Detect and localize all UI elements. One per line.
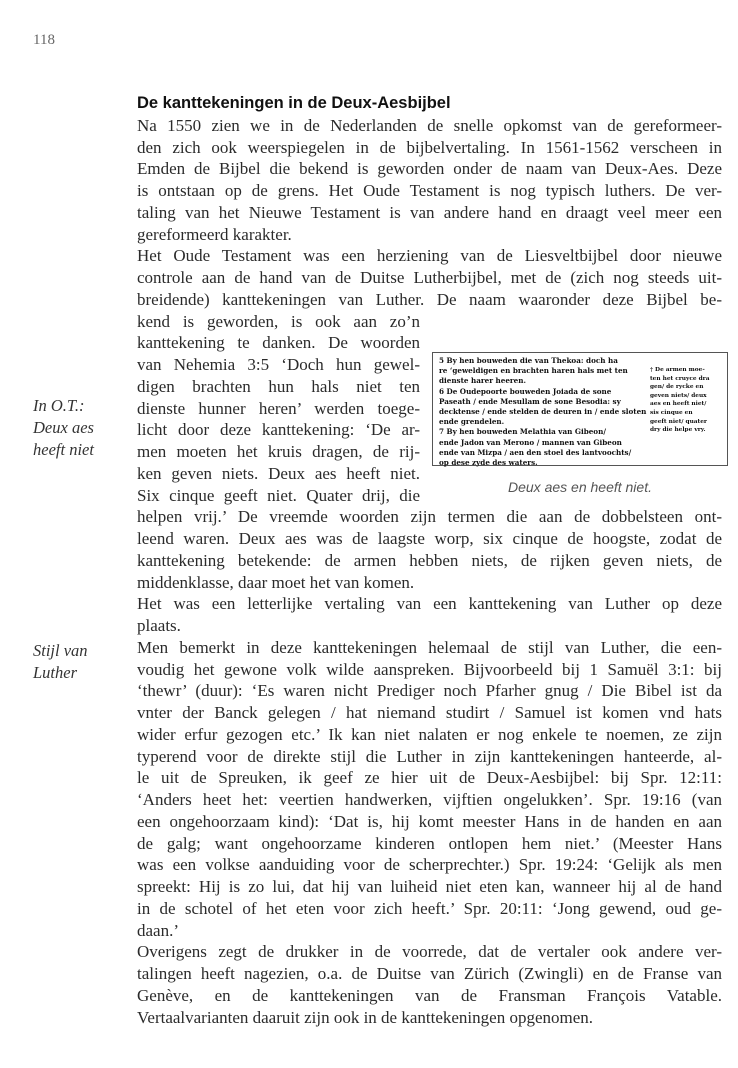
blackletter-bible-excerpt-image <box>432 352 728 466</box>
body-text <box>137 93 722 1028</box>
excerpt-line: ten het cruyce dra <box>650 375 710 382</box>
text-line: spreekt: Hij is zo lui, dat hij van luiheid niet eten kan, wanneer hij al de hand <box>137 877 722 896</box>
text-line: Emden de Bijbel die bekend is geworden onder de naam van Deux-Aes. Deze <box>137 159 722 179</box>
text-line: kanttekening betekende: de armen hebben niets, de rijken geven niets, de <box>137 550 722 570</box>
excerpt-line: ende van Mizpa / aen den stoel des lantvoochts/ <box>439 447 632 457</box>
text-line: een ongehoorzaam kind): ‘Dat is, hij komt meester Hans in de handen en aan <box>137 811 722 831</box>
text-line: le uit de Spreuken, ik geef ze hier uit de Deux-Aesbijbel: bij Spr. 12:11: <box>137 768 722 788</box>
excerpt-line: 6 De Oudepoorte bouweden Joiada de sone <box>439 386 612 396</box>
text-line: voudig het gewone volk wilde aanspreken. Bijvoorbeeld bij 1 Samuël 3:1: bij <box>137 659 722 679</box>
text-line: men moeten het kruis dragen, de rij- <box>137 442 420 461</box>
text-line: Vertaalvarianten daaruit zijn ook in de kanttekeningen opgenomen. <box>137 1007 594 1027</box>
text-line: breidende) kanttekeningen van Luther. De naam waaronder deze Bijbel be- <box>137 289 722 309</box>
excerpt-line: op dese zyde des waters. <box>439 458 538 468</box>
text-line: ‘thewr’ (duur): ‘Es waren nicht Prediger noch Pfarher gnug / Die Bibel ist da <box>137 681 722 701</box>
text-line: taling van het Nieuwe Testament is van andere hand en draagt veel meer een <box>137 202 722 222</box>
excerpt-line: dienste harer heeren. <box>439 376 526 386</box>
text-line: digen brachten hun hals niet ten <box>137 376 420 396</box>
excerpt-line: ende Jadon van Merono / mannen van Gibeon <box>439 437 622 447</box>
excerpt-line: re ‘geweldigen en brachten haren hals met ten <box>439 366 628 376</box>
margin-note-line: Deux aes <box>33 417 94 437</box>
excerpt-line: decktense / ende stelden de deuren in / ende sloten <box>439 407 647 417</box>
text-line: vnter der Banck gelegen / hat niemand studirt / Samuel ist komen vnd hats <box>137 703 722 722</box>
page-number: 118 <box>33 32 55 48</box>
text-line: dienste hunner heren’ werden toege- <box>137 398 420 418</box>
text-line: plaats. <box>137 616 181 635</box>
text-line: Six cinque geeft niet. Quater drij, die <box>137 485 420 505</box>
text-line: leend waren. Deux aes was de laagste worp, six cinque de hoogste, zodat de <box>137 529 722 548</box>
excerpt-marginal-note <box>647 356 722 465</box>
excerpt-line: geeft niet/ quater <box>650 418 707 425</box>
text-line: licht door deze kanttekening: ‘De ar- <box>137 420 420 440</box>
margin-note-deux-aes <box>33 395 94 460</box>
text-line: middenklasse, daar moet het van komen. <box>137 572 415 592</box>
text-line: talingen heeft nagezien, o.a. de Duitse van Zürich (Zwingli) en de Franse van <box>137 964 722 983</box>
text-line: helpen vrij.’ De vreemde woorden zijn termen die aan de dobbelsteen ont- <box>137 507 722 527</box>
margin-note-line: Luther <box>33 662 78 682</box>
excerpt-line: gen/ de rycke en <box>650 384 704 391</box>
text-line: Men bemerkt in deze kanttekeningen helemaal de stijl van Luther, die een- <box>137 637 722 657</box>
excerpt-line: Paseath / ende Mesullam de sone Besodia: sy <box>439 396 621 406</box>
text-line: ken geven niets. Deux aes heeft niet. <box>137 463 420 483</box>
text-line: de galg; want ongehoorzame kinderen ontlopen hem niet.’ (Meester Hans <box>137 833 722 853</box>
text-line: Overigens zegt de drukker in de voorrede, dat de vertaler ook andere ver- <box>137 942 722 962</box>
excerpt-line: † De armen moe- <box>650 367 705 373</box>
text-line: ‘Anders heet het: veertien handwerken, vijftien ongelukken’. Spr. 19:16 (van <box>137 790 722 809</box>
margin-note-line: Stijl van <box>33 641 88 660</box>
excerpt-line: aes en heeft niet/ <box>650 401 707 408</box>
section-heading: De kanttekeningen in de Deux-Aesbijbel <box>137 94 451 112</box>
excerpt-line: dry die helpe vry. <box>650 427 706 434</box>
excerpt-line: 7 By hen bouweden Melathia van Gibeon/ <box>439 427 606 437</box>
excerpt-line: 5 By hen bouweden die van Thekoa: doch ha <box>439 356 618 365</box>
excerpt-line: ende grendelen. <box>439 417 505 427</box>
text-line: in de schotel of het eten voor zich heeft.’ Spr. 20:11: ‘Jong gewend, oud ge- <box>137 898 722 918</box>
excerpt-line: geven niets/ deux <box>650 392 707 399</box>
text-line: wider erfur gezogen etc.’ Ik kan niet nalaten er nog enkele te noemen, ze zijn <box>137 724 722 744</box>
excerpt-line: sis cinque en <box>650 409 693 416</box>
text-line: den zich ook weerspiegelen in de bijbelvertaling. In 1561-1562 verscheen in <box>137 137 722 157</box>
text-line: Het Oude Testament was een herziening van de Liesveltbijbel door nieuwe <box>137 246 722 266</box>
text-line: kend is geworden, is ook aan zo’n <box>137 311 420 331</box>
margin-note-line: In O.T.: <box>33 396 85 415</box>
margin-note-stijl-van-luther <box>33 640 88 684</box>
text-line: is ontstaan op de grens. Het Oude Testament is nog typisch luthers. De ver- <box>137 181 722 200</box>
text-line: was een volkse aanduiding voor de scherprechter.) Spr. 19:24: ‘Gelijk als men <box>137 855 722 875</box>
text-line: typerend voor de direkte stijl die Luther in zijn kanttekeningen hanteerde, al- <box>137 746 722 766</box>
text-line: daan.’ <box>137 920 180 940</box>
text-line: Na 1550 zien we in de Nederlanden de snelle opkomst van de gereformeer- <box>137 115 722 135</box>
text-line: Het was een letterlijke vertaling van een kanttekening van Luther op deze <box>137 594 722 614</box>
text-line: van Nehemia 3:5 ‘Doch hun gewel- <box>137 355 420 374</box>
figure-caption: Deux aes en heeft niet. <box>508 479 652 495</box>
text-line: Genève, en de kanttekeningen van de Fransman François Vatable. <box>137 985 722 1005</box>
text-line: gereformeerd karakter. <box>137 224 292 244</box>
text-line: kanttekening te danken. De woorden <box>137 333 420 353</box>
text-line: controle aan de hand van de Duitse Lutherbijbel, met de (zich nog steeds uit- <box>137 268 722 287</box>
margin-note-line: heeft niet <box>33 439 94 459</box>
excerpt-main-text <box>439 356 647 468</box>
